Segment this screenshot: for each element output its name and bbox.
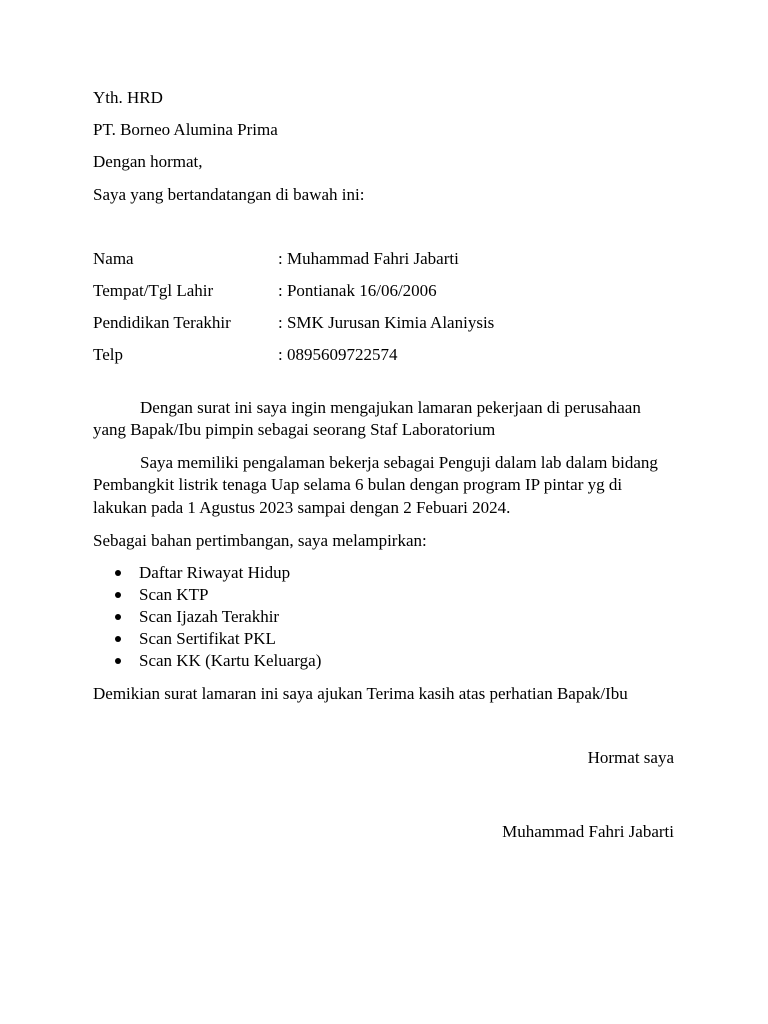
list-item-text: Scan KK (Kartu Keluarga) xyxy=(139,651,322,670)
bullet-icon xyxy=(115,658,121,664)
signature-salutation: Hormat saya xyxy=(587,748,674,767)
bullet-icon xyxy=(115,570,121,576)
intro-text: Saya yang bertandatangan di bawah ini: xyxy=(93,185,365,204)
list-item-text: Daftar Riwayat Hidup xyxy=(139,563,291,582)
list-item-text: Scan Ijazah Terakhir xyxy=(139,607,280,626)
body-paragraph-1: Dengan surat ini saya ingin mengajukan lamaran pekerjaan di perusahaan yang Bapak/Ibu pimpin sebagai seorang Staf Laboratorium xyxy=(93,398,641,440)
greeting: Dengan hormat, xyxy=(93,152,203,171)
field-label-nama: Nama xyxy=(93,249,134,268)
closing-text: Demikian surat lamaran ini saya ajukan Terima kasih atas perhatian Bapak/Ibu xyxy=(93,684,628,703)
list-item-text: Scan KTP xyxy=(139,585,209,604)
field-value-telp: : 0895609722574 xyxy=(278,345,398,364)
field-label-ttl: Tempat/Tgl Lahir xyxy=(93,281,214,300)
bullet-icon xyxy=(115,592,121,598)
list-item-text: Scan Sertifikat PKL xyxy=(139,629,276,648)
bullet-icon xyxy=(115,636,121,642)
signature-name: Muhammad Fahri Jabarti xyxy=(502,822,674,841)
bullet-icon xyxy=(115,614,121,620)
field-label-pendidikan: Pendidikan Terakhir xyxy=(93,313,231,332)
recipient-line-2: PT. Borneo Alumina Prima xyxy=(93,120,278,139)
field-value-nama: : Muhammad Fahri Jabarti xyxy=(278,249,459,268)
field-value-ttl: : Pontianak 16/06/2006 xyxy=(278,281,437,300)
field-value-pendidikan: : SMK Jurusan Kimia Alaniysis xyxy=(278,313,495,332)
field-label-telp: Telp xyxy=(93,345,123,364)
recipient-line-1: Yth. HRD xyxy=(93,88,163,107)
attachments-intro: Sebagai bahan pertimbangan, saya melampirkan: xyxy=(93,531,427,550)
body-paragraph-2: Saya memiliki pengalaman bekerja sebagai Penguji dalam lab dalam bidang Pembangkit listrik tenaga Uap selama 6 bulan dengan program IP pintar yg di lakukan pada 1 Agustus 2023 sampai dengan 2 Febuari 2024. xyxy=(93,453,658,517)
